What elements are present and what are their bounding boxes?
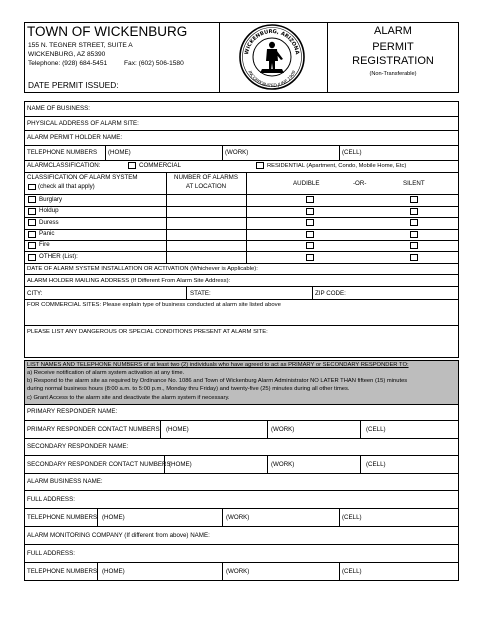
cell-label: (CELL) <box>366 426 386 433</box>
permit-subtitle: (Non-Transferable) <box>369 71 417 77</box>
home-label: (HOME) <box>108 149 131 156</box>
duress-checkbox[interactable] <box>28 219 36 226</box>
row-line <box>24 263 459 264</box>
secondary-contact-label: SECONDARY RESPONDER CONTACT NUMBERS <box>27 461 171 468</box>
or-label: -OR- <box>353 180 367 187</box>
telephone-line: Telephone: (928) 684-5451 <box>28 60 108 67</box>
town-title: TOWN OF WICKENBURG <box>27 24 188 39</box>
cell-label: (CELL) <box>342 149 362 156</box>
col-line <box>360 455 361 473</box>
telephone-numbers-label: TELEPHONE NUMBERS <box>27 568 98 575</box>
number-of-alarms-label-1: NUMBER OF ALARMS <box>174 174 238 181</box>
permit-holder-name-label: ALARM PERMIT HOLDER NAME: <box>27 134 123 141</box>
seal-top-text: WICKENBURG, ARIZONA <box>244 28 300 56</box>
audible-label: AUDIBLE <box>293 180 320 187</box>
home-label: (HOME) <box>169 461 192 468</box>
col-line <box>312 286 313 299</box>
work-label: (WORK) <box>226 514 250 521</box>
work-label: (WORK) <box>226 568 250 575</box>
col-line <box>339 508 340 526</box>
col-line <box>97 508 98 526</box>
fire-audible-checkbox[interactable] <box>306 242 314 249</box>
panic-silent-checkbox[interactable] <box>410 231 418 238</box>
col-line <box>160 420 161 438</box>
work-label: (WORK) <box>271 426 295 433</box>
row-line <box>24 544 459 545</box>
row-line <box>24 473 459 474</box>
alarm-business-name-label: ALARM BUSINESS NAME: <box>27 478 103 485</box>
date-installation-label: DATE OF ALARM SYSTEM INSTALLATION OR ACTIVATION (Whichever is Applicable): <box>27 266 258 272</box>
row-line <box>24 172 459 173</box>
number-of-alarms-label-2: AT LOCATION <box>185 183 227 190</box>
silent-label: SILENT <box>403 180 425 187</box>
zip-label: ZIP CODE: <box>315 290 346 297</box>
responder-intro-text: LIST NAMES AND TELEPHONE NUMBERS of at least two (2) individuals who have agreed to act as PRIMARY or SECONDARY RESPONDER TO: <box>27 362 409 368</box>
fire-checkbox[interactable] <box>28 242 36 249</box>
col-line <box>267 455 268 473</box>
work-label: (WORK) <box>225 149 249 156</box>
other-checkbox[interactable] <box>28 254 36 261</box>
classification-system-label: CLASSIFICATION OF ALARM SYSTEM <box>27 174 138 181</box>
alarm-type-label: Burglary <box>39 196 63 203</box>
row-line <box>24 217 459 218</box>
home-label: (HOME) <box>102 514 125 521</box>
commercial-sites-label: FOR COMMERCIAL SITES: Please explain type of business conducted at alarm site listed above <box>27 302 281 308</box>
telephone-numbers-label: TELEPHONE NUMBERS <box>27 149 98 156</box>
row-line <box>24 420 459 421</box>
col-line <box>222 145 223 160</box>
monitoring-company-label: ALARM MONITORING COMPANY (If different from above) NAME: <box>27 532 210 539</box>
permit-title-registration: REGISTRATION <box>352 55 434 67</box>
dangerous-conditions-label: PLEASE LIST ANY DANGEROUS OR SPECIAL CONDITIONS PRESENT AT ALARM SITE: <box>27 329 268 335</box>
col-line <box>267 420 268 438</box>
alarm-type-label: Holdup <box>39 207 59 214</box>
col-line <box>360 420 361 438</box>
permit-title-alarm: ALARM <box>374 25 412 37</box>
row-line <box>24 508 459 509</box>
row-line <box>24 160 459 161</box>
row-line <box>24 130 459 131</box>
row-line <box>24 145 459 146</box>
duress-audible-checkbox[interactable] <box>306 219 314 226</box>
telephone-numbers-label: TELEPHONE NUMBERS <box>27 514 98 521</box>
responder-item-a: a) Receive notification of alarm system activation at any time. <box>27 370 185 376</box>
row-line <box>24 526 459 527</box>
duress-silent-checkbox[interactable] <box>410 219 418 226</box>
row-line <box>24 229 459 230</box>
responder-item-b2: during normal business hours (8:00 a.m. to 5:00 p.m., Monday thru Friday) and twenty-five (25) minutes during all other times. <box>27 386 350 392</box>
row-line <box>24 240 459 241</box>
state-label: STATE: <box>190 290 211 297</box>
col-line <box>105 145 106 160</box>
row-line <box>24 562 459 563</box>
row-line <box>24 116 459 117</box>
col-line <box>222 562 223 581</box>
town-seal <box>226 23 318 92</box>
holdup-audible-checkbox[interactable] <box>306 208 314 215</box>
panic-checkbox[interactable] <box>28 231 36 238</box>
home-label: (HOME) <box>102 568 125 575</box>
col-line <box>97 562 98 581</box>
alarm-type-label: Fire <box>39 241 50 248</box>
row-line <box>24 206 459 207</box>
name-of-business-label: NAME OF BUSINESS: <box>27 105 90 112</box>
check-all-label: (check all that apply) <box>38 183 95 190</box>
full-address-label: FULL ADDRESS: <box>27 496 75 503</box>
row-line <box>24 299 459 300</box>
seal-bottom-text: INCORPORATED JUNE 1909 <box>246 70 298 90</box>
alarm-type-label: Duress <box>39 219 59 226</box>
other-silent-checkbox[interactable] <box>410 254 418 261</box>
city-label: CITY: <box>27 290 43 297</box>
row-line <box>24 286 459 287</box>
header-divider-left <box>219 22 220 93</box>
home-label: (HOME) <box>166 426 189 433</box>
other-audible-checkbox[interactable] <box>306 254 314 261</box>
residential-checkbox[interactable] <box>256 162 264 169</box>
row-line <box>24 194 459 195</box>
col-line <box>246 172 247 263</box>
row-line <box>24 404 459 405</box>
col-line <box>339 145 340 160</box>
holdup-checkbox[interactable] <box>28 208 36 215</box>
burglary-audible-checkbox[interactable] <box>306 196 314 203</box>
commercial-checkbox[interactable] <box>128 162 136 169</box>
secondary-responder-name-label: SECONDARY RESPONDER NAME: <box>27 443 129 450</box>
panic-audible-checkbox[interactable] <box>306 231 314 238</box>
cell-label: (CELL) <box>366 461 386 468</box>
work-label: (WORK) <box>271 461 295 468</box>
alarm-type-label: Panic <box>39 230 55 237</box>
primary-contact-label: PRIMARY RESPONDER CONTACT NUMBERS <box>27 426 160 433</box>
row-line <box>24 438 459 439</box>
fax-line: Fax: (602) 506-1580 <box>124 60 184 67</box>
alarm-type-label: OTHER (List): <box>39 253 78 260</box>
burglary-silent-checkbox[interactable] <box>410 196 418 203</box>
commercial-label: COMMERCIAL <box>139 162 181 169</box>
burglary-checkbox[interactable] <box>28 196 36 203</box>
address-line-1: 155 N. TEGNER STREET, SUITE A <box>28 42 133 49</box>
col-line <box>339 562 340 581</box>
physical-address-label: PHYSICAL ADDRESS OF ALARM SITE: <box>27 120 139 127</box>
cell-label: (CELL) <box>342 514 362 521</box>
responder-item-b1: b) Respond to the alarm site as required by Ordinance No. 1086 and Town of Wickenburg Alarm Administrator NO LATER THAN fifteen (15) minutes <box>27 378 408 384</box>
primary-responder-name-label: PRIMARY RESPONDER NAME: <box>27 408 118 415</box>
row-line <box>24 251 459 252</box>
row-line <box>24 325 459 326</box>
col-line <box>186 286 187 299</box>
holdup-silent-checkbox[interactable] <box>410 208 418 215</box>
residential-label: RESIDENTIAL (Apartment, Condo, Mobile Home, Etc) <box>267 163 407 169</box>
cell-label: (CELL) <box>342 568 362 575</box>
responder-item-c: c) Grant Access to the alarm site and deactivate the alarm system if necessary. <box>27 395 230 401</box>
address-line-2: WICKENBURG, AZ 85390 <box>28 51 106 58</box>
fire-silent-checkbox[interactable] <box>410 242 418 249</box>
holder-mailing-label: ALARM HOLDER MAILING ADDRESS (If Different From Alarm Site Address): <box>27 278 231 284</box>
check-all-checkbox[interactable] <box>28 184 36 190</box>
full-address-label: FULL ADDRESS: <box>27 550 75 557</box>
row-line <box>24 455 459 456</box>
alarm-classification-label: ALARMCLASSIFICATION: <box>27 162 101 169</box>
date-permit-issued-label: DATE PERMIT ISSUED: <box>28 80 119 90</box>
col-line <box>222 508 223 526</box>
row-line <box>24 274 459 275</box>
row-line <box>24 490 459 491</box>
permit-title-permit: PERMIT <box>372 41 414 53</box>
